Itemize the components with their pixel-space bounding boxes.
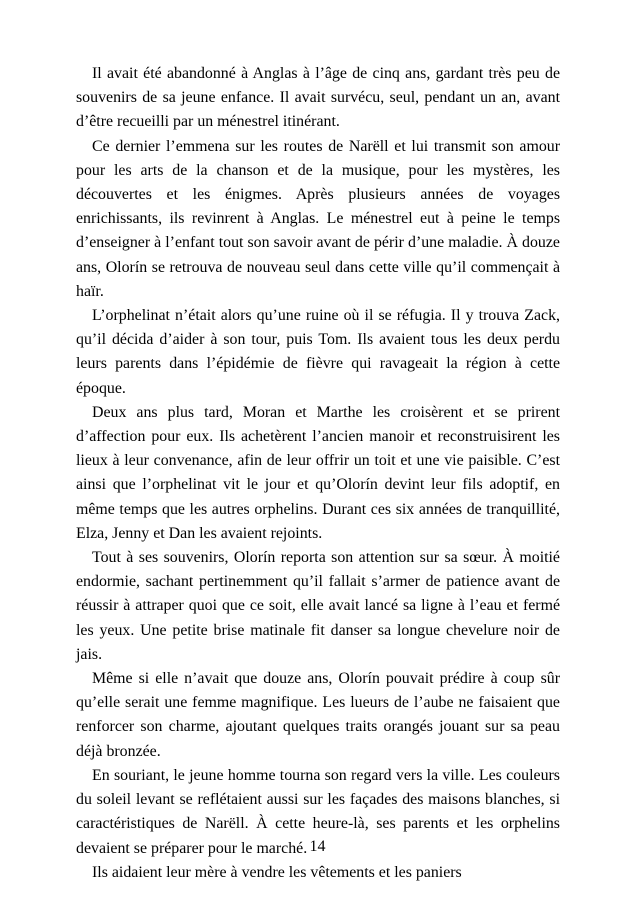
paragraph: En souriant, le jeune homme tourna son regard vers la ville. Les couleurs du soleil levant se reflétaient aussi sur les façades des maisons blanches, si caractéristiques de Narëll. À cette heure-là, ses parents et les orphelins devaient se préparer pour le marché. <box>76 766 560 857</box>
paragraph: Tout à ses souvenirs, Olorín reporta son attention sur sa sœur. À moitié endormie, sachant pertinemment qu’il fallait s’armer de patience avant de réussir à attraper quoi que ce soit, elle avait lancé sa ligne à l’eau et fermé les yeux. Une petite brise matinale fit danser sa longue chevelure noir de jais. <box>76 549 560 663</box>
page-number: 14 <box>309 838 326 855</box>
paragraph: Ce dernier l’emmena sur les routes de Narëll et lui transmit son amour pour les arts de la chanson et de la musique, pour les mystères, les découvertes et les énigmes. Après plusieurs années de voyages enrichissants, ils revinrent à Anglas. Le ménestrel eut à peine le temps d’enseigner à l’enfant tout son savoir avant de périr d’une maladie. À douze ans, Olorín se retrouva de nouveau seul dans cette ville qu’il commençait à haïr. <box>76 137 560 300</box>
page-body <box>76 62 560 885</box>
paragraph: Il avait été abandonné à Anglas à l’âge de cinq ans, gardant très peu de souvenirs de sa jeune enfance. Il avait survécu, seul, pendant un an, avant d’être recueilli par un ménestrel itinérant. <box>76 65 560 131</box>
paragraph: Ils aidaient leur mère à vendre les vêtements et les paniers <box>92 863 462 881</box>
paragraph: L’orphelinat n’était alors qu’une ruine où il se réfugia. Il y trouva Zack, qu’il décida d’aider à son tour, puis Tom. Ils avaient tous les deux perdu leurs parents dans l’épidémie de fièvre qui ravageait la région à cette époque. <box>76 307 560 397</box>
paragraph: Même si elle n’avait que douze ans, Olorín pouvait prédire à coup sûr qu’elle serait une femme magnifique. Les lueurs de l’aube ne faisaient que renforcer son charme, ajoutant quelques traits orangés jouant sur sa peau déjà bronzée. <box>76 670 560 760</box>
paragraph: Deux ans plus tard, Moran et Marthe les croisèrent et se prirent d’affection pour eux. Ils achetèrent l’ancien manoir et reconstruisirent les lieux à leur convenance, afin de leur offrir un toit et une vie paisible. C’est ainsi que l’orphelinat vit le jour et qu’Olorín devint leur fils adoptif, en même temps que les autres orphelins. Durant ces six années de tranquillité, Elza, Jenny et Dan les avaient rejoints. <box>76 403 560 542</box>
